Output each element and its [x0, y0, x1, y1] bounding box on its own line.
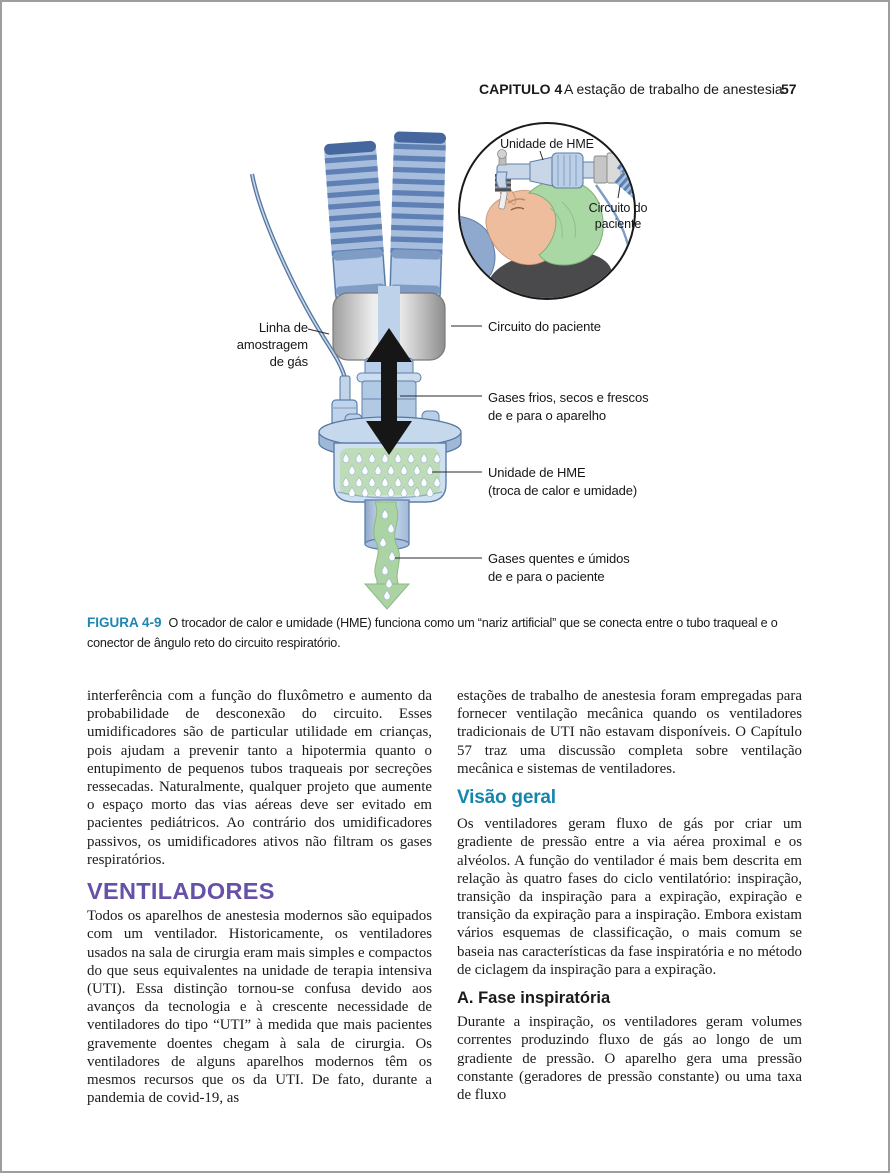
- label-warm-gases-1: Gases quentes e úmidos: [488, 551, 630, 566]
- label-sampling-line-1: Linha de: [258, 320, 308, 335]
- label-hme-unit-1: Unidade de HME: [488, 465, 586, 480]
- paragraph-ventilators-continued: estações de trabalho de anestesia foram empregadas para fornecer ventilação mecânica quando os ventiladores tradicionais de UTI não estavam disponíveis. O Capítulo 57 traz uma discussão completa sobre ventilação mecânica e sistemas de ventiladores.: [457, 688, 802, 777]
- header-chapter: CAPITULO 4: [479, 81, 563, 97]
- right-column: [457, 687, 802, 1104]
- patient-inset: [439, 123, 652, 314]
- label-patient-circuit: Circuito do paciente: [488, 319, 601, 334]
- label-cold-gases-1: Gases frios, secos e frescos: [488, 390, 649, 405]
- figure-caption: [87, 613, 811, 653]
- paragraph-fase-inspiratoria: Durante a inspiração, os ventiladores geram volumes correntes produzindo fluxo de gás ao longo de um gradiente de pressão. O aparelho gera uma pressão constante (geradores de pressão constante) ou uma taxa de fluxo: [457, 1014, 802, 1104]
- paragraph-ventilators-intro: Todos os aparelhos de anestesia modernos são equipados com um ventilador. Historicamente, os ventiladores usados na sala de cirurgia eram mais simples e compactos do que seus equivalentes na unidade de terapia intensiva (UTI). Essa distinção tornou-se confusa devido aos avanços da tecnologia e à crescente necessidade de ventiladores do tipo “UTI” à medida que mais pacientes gravemente doentes chegam à sala de cirurgia. Os ventiladores de alguns aparelhos modernos têm os mesmos recursos que os da UTI. De fato, durante a pandemia de covid-19, as: [87, 908, 433, 1107]
- inset-label-hme: Unidade de HME: [500, 137, 594, 151]
- inset-label-circuit-1: Circuito do: [588, 201, 648, 215]
- label-sampling-line-2: amostragem: [236, 337, 308, 352]
- label-cold-gases-2: de e para o aparelho: [488, 408, 606, 423]
- corrugated-tube-right: [389, 131, 446, 299]
- inset-label-circuit-2: paciente: [594, 217, 642, 231]
- section-heading-ventiladores: VENTILADORES: [87, 878, 275, 905]
- header-page-number: 57: [781, 81, 797, 97]
- paragraph-visao-geral: Os ventiladores geram fluxo de gás por criar um gradiente de pressão entre a via aérea proximal e os alvéolos. A função do ventilador é mais bem descrita em relação às quatro fases do ciclo ventilatório: inspiração, transição da inspiração para a expiração, expiração e transição da expiração para a inspiração. Embora existam vários esquemas de classificação, o mais comum se baseia nas características da fase inspiratória e no método de ciclagem da inspiração para a expiração.: [457, 816, 802, 978]
- label-warm-gases-2: de e para o paciente: [488, 569, 605, 584]
- label-hme-unit-2: (troca de calor e umidade): [488, 483, 638, 498]
- subsection-heading-fase-inspiratoria: A. Fase inspiratória: [457, 989, 611, 1008]
- hme-barrel: [552, 153, 583, 188]
- hme-figure-illustration: [2, 2, 890, 620]
- header-title: A estação de trabalho de anestesia: [564, 81, 783, 97]
- paragraph-humidifiers: interferência com a função do fluxômetro e aumento da probabilidade de desconexão do circuito. Esses umidificadores são de particular utilidade em crianças, pois ajudam a prevenir tanto a hipotermia quanto o entupimento de pequenos tubos traqueais por secreções ressecadas. Naturalmente, qualquer projeto que aumente o espaço morto das vias aéreas deve ser evitado em pacientes pediátricos. Ao contrário dos umidificadores passivos, os umidificadores ativos não filtram os gases respiratórios.: [87, 688, 432, 868]
- figure-caption-label: FIGURA 4-9: [87, 615, 162, 630]
- left-column: [87, 687, 432, 1107]
- label-sampling-line-3: de gás: [269, 354, 308, 369]
- corrugated-tube-left: [324, 141, 387, 300]
- figure-caption-text: O trocador de calor e umidade (HME) funciona como um “nariz artificial” que se conecta entre o tubo traqueal e o conector de ângulo reto do circuito respiratório.: [87, 616, 778, 650]
- subsection-heading-visao-geral: Visão geral: [457, 787, 556, 809]
